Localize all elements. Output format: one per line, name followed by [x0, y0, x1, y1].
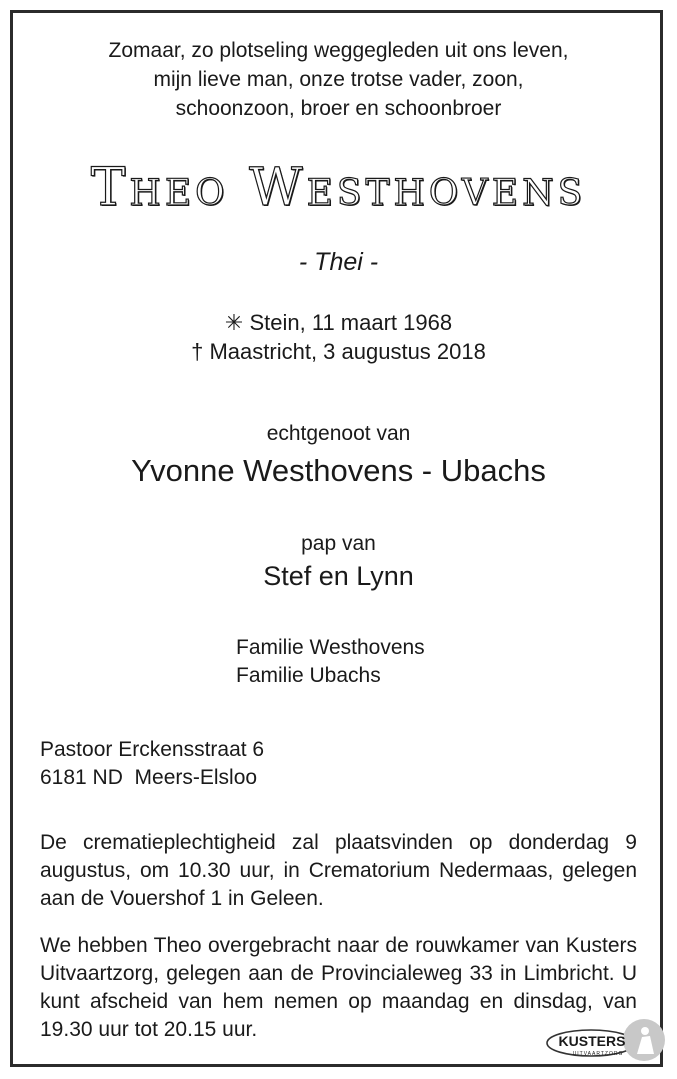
logo-emblem-head — [641, 1027, 649, 1035]
ceremony-paragraph: De crematieplechtigheid zal plaatsvinden op donderdag 9 augustus, om 10.30 uur, in Crematorium Nedermaas, gelegen aan de Vouershof 1 in Geleen. — [40, 831, 637, 910]
life-dates — [0, 308, 677, 366]
logo-tagline-text: UITVAARTZORG — [572, 1051, 624, 1057]
nickname: - Thei - — [298, 248, 379, 276]
children-intro: pap van — [301, 532, 376, 555]
intro-line: mijn lieve man, onze trotse vader, zoon, — [153, 68, 524, 91]
children-names: Stef en Lynn — [263, 561, 414, 591]
spouse-name: Yvonne Westhovens - Ubachs — [131, 453, 546, 488]
intro-line: Zomaar, zo plotseling weggegleden uit ons leven, — [108, 39, 569, 62]
logo-graphic — [546, 1016, 666, 1066]
visitation-paragraph: We hebben Theo overgebracht naar de rouwkamer van Kusters Uitvaartzorg, gelegen aan de Provincialeweg 33 in Limbricht. U kunt afscheid van hem nemen op maandag en dinsdag, van 19.30 uur tot 20.15 uur. — [40, 934, 637, 1041]
families — [236, 634, 425, 690]
death-line: † Maastricht, 3 augustus 2018 — [191, 339, 486, 364]
logo-brand-text: KUSTERS — [558, 1033, 626, 1049]
intro-line: schoonzoon, broer en schoonbroer — [175, 97, 502, 120]
deceased-name: Theo Westhovens — [90, 158, 587, 218]
birth-line: ✳ Stein, 11 maart 1968 — [224, 310, 453, 335]
spouse-intro: echtgenoot van — [266, 422, 411, 445]
intro-text — [0, 36, 677, 123]
funeral-home-logo — [546, 1016, 666, 1066]
family-line: Familie Ubachs — [236, 664, 381, 687]
family-line: Familie Westhovens — [236, 636, 425, 659]
address-street: Pastoor Erckensstraat 6 — [40, 738, 265, 761]
address — [40, 736, 264, 792]
address-city: 6181 ND Meers-Elsloo — [40, 766, 258, 789]
